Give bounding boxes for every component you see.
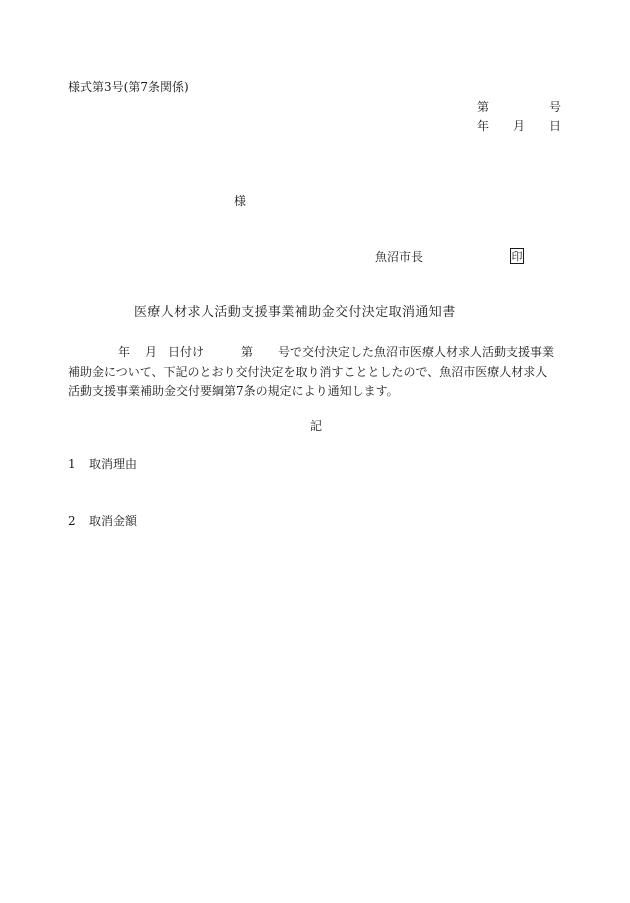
document-number-suffix: 号 (549, 100, 562, 114)
body-line-1: 号で交付決定した魚沼市医療人材求人活動支援事業 (278, 345, 555, 359)
body-number-prefix: 第 (241, 345, 254, 359)
document-number-prefix: 第 (477, 100, 490, 114)
date-month-label: 月 (513, 119, 526, 133)
item-label-cancellation-reason: 取消理由 (89, 457, 138, 471)
item-number: 1 (68, 457, 76, 471)
addressee-honorific: 様 (234, 194, 247, 208)
body-line-3: 活動支援事業補助金交付要綱第7条の規定により通知します。 (68, 384, 399, 398)
document-title: 医療人材求人活動支援事業補助金交付決定取消通知書 (134, 305, 456, 320)
date-day-label: 日 (549, 119, 562, 133)
seal-label: 印 (511, 249, 523, 263)
item-label-cancellation-amount: 取消金額 (89, 514, 138, 528)
body-date-suffix: 日付け (168, 345, 205, 359)
date-year-label: 年 (477, 119, 490, 133)
ki-heading: 記 (310, 419, 323, 433)
body-month-label: 月 (145, 345, 158, 359)
body-year-label: 年 (118, 345, 131, 359)
form-number: 様式第3号(第7条関係) (68, 80, 189, 94)
seal-stamp-box (510, 248, 524, 264)
issuer-title: 魚沼市長 (375, 250, 424, 264)
body-line-2: 補助金について、下記のとおり交付決定を取り消すこととしたので、魚沼市医療人材求人 (68, 365, 548, 379)
item-number: 2 (68, 514, 76, 528)
